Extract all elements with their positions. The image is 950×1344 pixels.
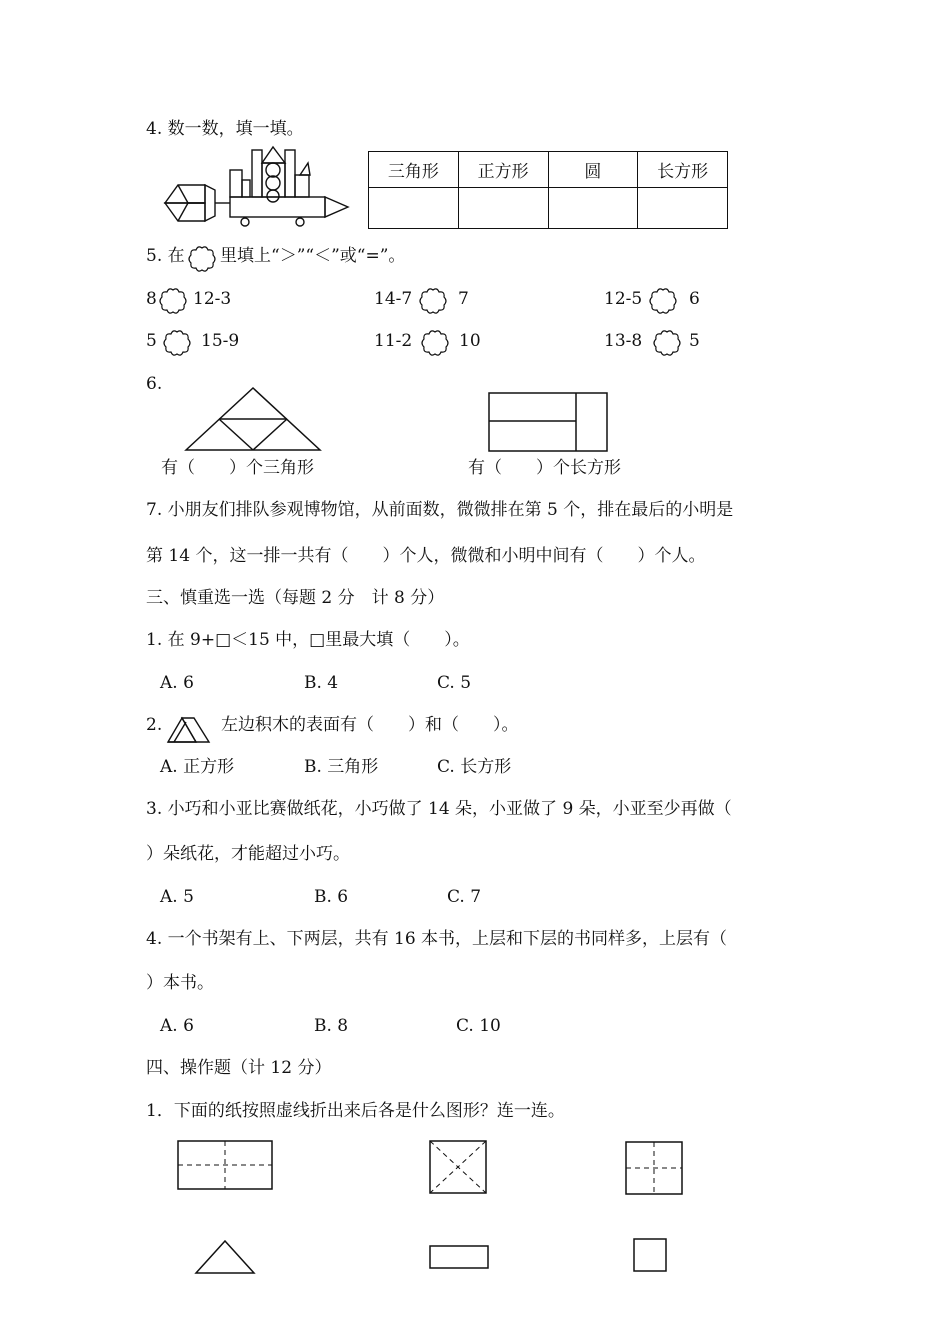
q5-item-2-right: 7 [458,289,469,309]
s3-q4-option-a[interactable]: A. 6 [160,1016,194,1036]
s3-q1-option-c[interactable]: C. 5 [437,673,472,693]
s3-q2-option-b[interactable]: B. 三角形 [304,757,379,777]
q5-item-3-right: 6 [689,289,700,309]
s3-q3-line2: ）朵纸花，才能超过小巧。 [146,844,350,864]
answer-cell-rectangle[interactable] [638,188,728,229]
s3-q3-option-b[interactable]: B. 6 [314,887,349,907]
header-square: 正方形 [458,152,548,188]
triangle-figure [183,386,323,452]
flower-blank-icon[interactable] [652,328,682,358]
rectangle-shape[interactable] [428,1244,490,1270]
s3-q3-option-c[interactable]: C. 7 [447,887,482,907]
header-rectangle: 长方形 [638,152,728,188]
s3-q2-text: 左边积木的表面有（ ）和（ ）。 [221,715,519,735]
q5-title-b: 里填上“＞”“＜”或“=”。 [220,246,406,266]
q6-triangle-count: 有（ ）个三角形 [161,458,314,478]
s3-q4-line2: ）本书。 [146,973,214,993]
section4-title: 四、操作题（计 12 分） [146,1058,332,1078]
flower-blank-icon[interactable] [162,328,192,358]
flower-blank-icon [187,244,217,274]
s3-q1-text: 1. 在 9+□＜15 中，□里最大填（ ）。 [146,630,470,650]
q7-line1: 7. 小朋友们排队参观博物馆，从前面数，微微排在第 5 个，排在最后的小明是 [146,500,734,520]
paper-rectangle-folds[interactable] [176,1139,274,1191]
s3-q2-option-a[interactable]: A. 正方形 [160,757,235,777]
q7-line2: 第 14 个，这一排一共有（ ）个人，微微和小明中间有（ ）个人。 [146,546,706,566]
prism-block-icon [166,714,212,746]
s3-q3-line1: 3. 小巧和小亚比赛做纸花，小巧做了 14 朵，小亚做了 9 朵，小亚至少再做（ [146,799,732,819]
q5-item-4-right: 15-9 [201,331,240,351]
flower-blank-icon[interactable] [648,286,678,316]
header-circle: 圆 [548,152,638,188]
q5-item-1-right: 12-3 [193,289,232,309]
square-shape[interactable] [632,1237,668,1273]
answer-cell-circle[interactable] [548,188,638,229]
header-triangle: 三角形 [369,152,459,188]
s3-q2-option-c[interactable]: C. 长方形 [437,757,512,777]
s3-q2-num: 2. [146,715,163,735]
flower-blank-icon[interactable] [418,286,448,316]
section3-title: 三、慎重选一选（每题 2 分 计 8 分） [146,588,445,608]
paper-square-cross-folds[interactable] [624,1140,684,1196]
q5-item-3-left: 12-5 [604,289,643,309]
q5-item-6-right: 5 [689,331,700,351]
flower-blank-icon[interactable] [158,286,188,316]
s3-q4-line1: 4. 一个书架有上、下两层，共有 16 本书，上层和下层的书同样多，上层有（ [146,929,728,949]
q5-item-4-left: 5 [146,331,157,351]
q5-item-6-left: 13-8 [604,331,643,351]
count-table [368,151,728,229]
block-rocket-figure [160,145,355,230]
s4-q1-text: 1．下面的纸按照虚线折出来后各是什么图形？连一连。 [146,1101,565,1121]
q6-title: 6. [146,374,163,394]
s3-q4-option-c[interactable]: C. 10 [456,1016,501,1036]
q5-item-1-left: 8 [146,289,157,309]
s3-q1-option-b[interactable]: B. 4 [304,673,339,693]
triangle-shape[interactable] [193,1238,257,1276]
answer-cell-triangle[interactable] [369,188,459,229]
flower-blank-icon[interactable] [420,328,450,358]
q4-title: 4. 数一数，填一填。 [146,119,304,139]
q5-item-2-left: 14-7 [374,289,413,309]
s3-q4-option-b[interactable]: B. 8 [314,1016,349,1036]
q5-item-5-right: 10 [459,331,481,351]
s3-q1-option-a[interactable]: A. 6 [160,673,194,693]
rectangle-figure [487,391,609,453]
answer-cell-square[interactable] [458,188,548,229]
q5-item-5-left: 11-2 [374,331,413,351]
paper-square-diagonal-folds[interactable] [428,1139,488,1195]
s3-q3-option-a[interactable]: A. 5 [160,887,194,907]
q5-title-a: 5. 在 [146,246,185,266]
q6-rectangle-count: 有（ ）个长方形 [468,458,621,478]
